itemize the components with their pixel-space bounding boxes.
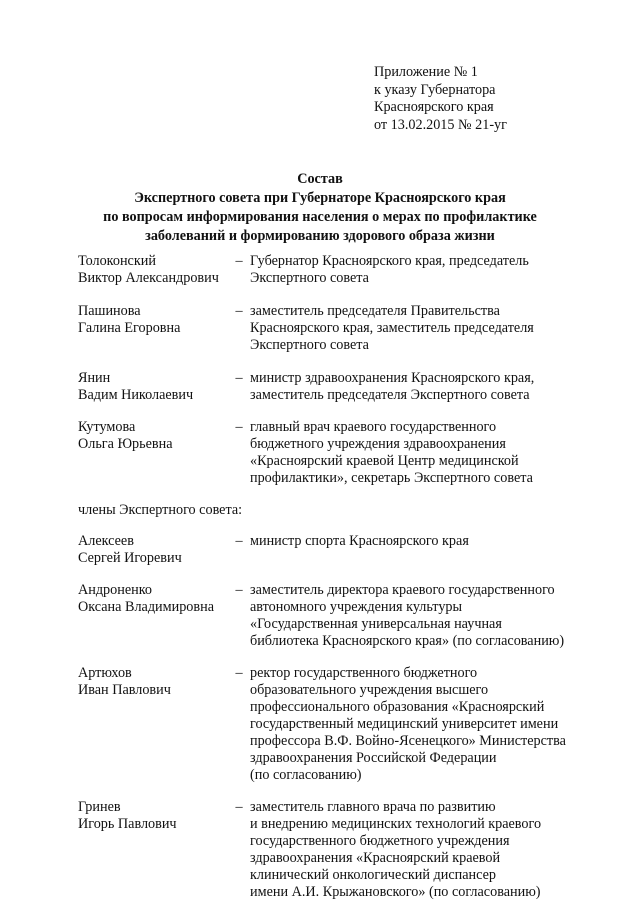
member-name [78, 419, 228, 487]
dash-separator: – [235, 665, 243, 681]
member-entry [78, 799, 598, 901]
member-name [78, 533, 228, 567]
member-surname: Пашинова [78, 303, 141, 319]
member-given-name: Сергей Игоревич [78, 550, 182, 566]
title-line: Состав [297, 171, 343, 187]
member-surname: Алексеев [78, 533, 134, 549]
member-given-name: Ольга Юрьевна [78, 436, 173, 452]
member-entry [78, 665, 598, 784]
dash-separator: – [235, 303, 243, 319]
document-title [0, 170, 640, 246]
member-given-name: Иван Павлович [78, 682, 171, 698]
title-line: по вопросам информирования населения о мерах по профилактике [103, 209, 537, 225]
dash-separator: – [235, 419, 243, 435]
member-given-name: Игорь Павлович [78, 816, 177, 832]
member-role: Губернатор Красноярского края, председатель Экспертного совета [250, 253, 529, 286]
appendix-header [374, 64, 507, 134]
member-name [78, 370, 228, 404]
dash-separator: – [235, 582, 243, 598]
dash-separator: – [235, 799, 243, 815]
dash-separator: – [235, 253, 243, 269]
member-role: заместитель председателя Правительства Красноярского края, заместитель председателя Экспертного совета [250, 303, 534, 353]
appendix-line: от 13.02.2015 № 21-уг [374, 116, 507, 133]
member-given-name: Оксана Владимировна [78, 599, 214, 615]
appendix-line: к указу Губернатора [374, 81, 496, 98]
member-role: заместитель главного врача по развитию и внедрению медицинских технологий краевого государственного бюджетного учреждения здравоохранения «Красноярский краевой клинический онкологический диспансер имени А.И. Крыжановского» (по согласованию) [250, 799, 542, 900]
member-given-name: Галина Егоровна [78, 320, 181, 336]
member-role: министр здравоохранения Красноярского края, заместитель председателя Экспертного совета [250, 370, 535, 403]
appendix-line: Красноярского края [374, 99, 494, 115]
member-surname: Артюхов [78, 665, 132, 681]
member-entry [78, 419, 598, 487]
council-roster [78, 253, 598, 901]
members-section-label: члены Экспертного совета: [78, 502, 243, 518]
member-entry [78, 253, 598, 287]
dash-separator: – [235, 533, 243, 549]
member-name [78, 799, 228, 901]
member-entry [78, 582, 598, 650]
member-name [78, 303, 228, 354]
member-role: заместитель директора краевого государственного автономного учреждения культуры «Государственная универсальная научная библиотека Красноярского края» (по согласованию) [250, 582, 565, 649]
member-entry [78, 370, 598, 404]
member-surname: Толоконский [78, 253, 156, 269]
member-name [78, 665, 228, 784]
member-entry [78, 303, 598, 354]
dash-separator: – [235, 370, 243, 386]
member-given-name: Виктор Александрович [78, 270, 219, 286]
member-surname: Гринев [78, 799, 121, 815]
member-surname: Кутумова [78, 419, 136, 435]
title-line: заболеваний и формированию здорового образа жизни [145, 228, 495, 244]
appendix-line: Приложение № 1 [374, 64, 478, 80]
member-entry [78, 533, 598, 567]
title-line: Экспертного совета при Губернаторе Красноярского края [134, 190, 506, 206]
member-surname: Янин [78, 370, 111, 386]
member-role: главный врач краевого государственного бюджетного учреждения здравоохранения «Красноярский краевой Центр медицинской профилактики», секретарь Экспертного совета [250, 419, 533, 486]
member-surname: Андроненко [78, 582, 152, 598]
member-role: министр спорта Красноярского края [250, 533, 469, 549]
member-role: ректор государственного бюджетного образовательного учреждения высшего профессионального образования «Красноярский государственный медицинский университет имени профессора В.Ф. Войно-Ясенецкого» Министерства здравоохранения Российской Федерации (по согласованию) [250, 665, 566, 783]
member-name [78, 582, 228, 650]
member-given-name: Вадим Николаевич [78, 387, 194, 403]
member-name [78, 253, 228, 287]
